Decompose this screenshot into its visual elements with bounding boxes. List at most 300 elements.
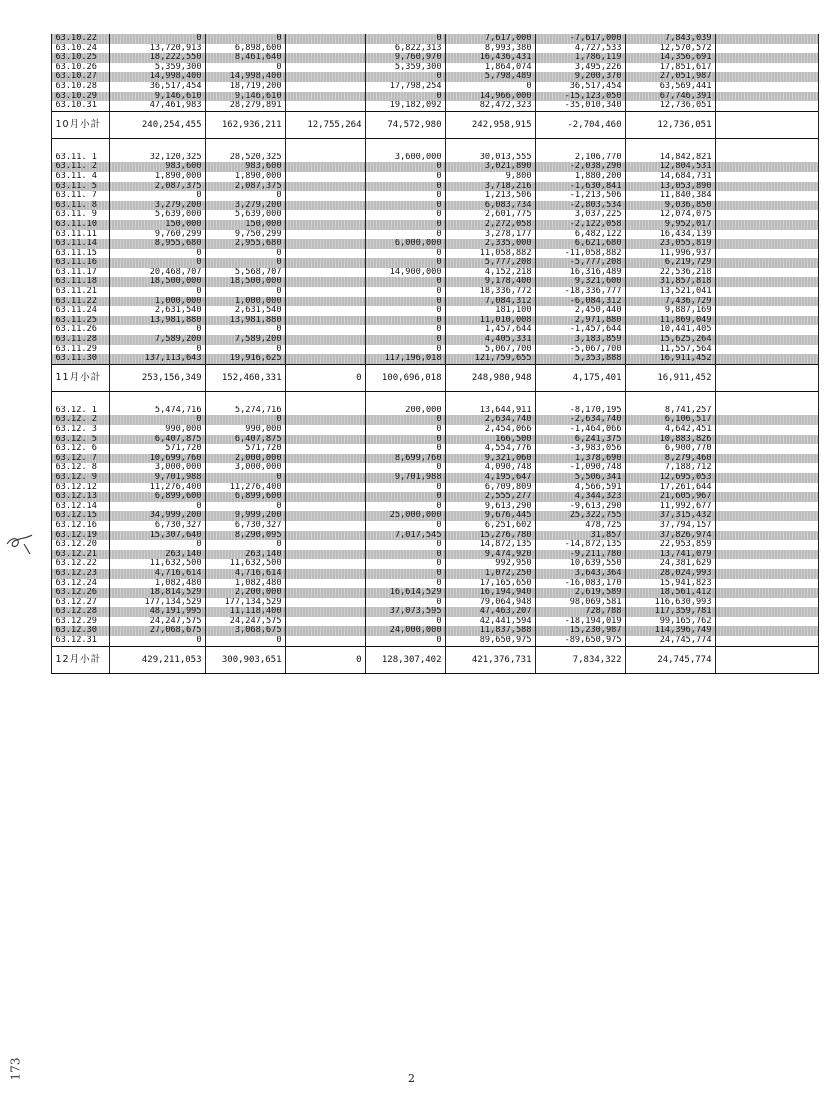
lead-cell — [31, 191, 51, 201]
amount-cell — [285, 172, 365, 182]
amount-cell: 990,000 — [109, 425, 205, 435]
blank-cell — [715, 646, 818, 673]
amount-cell: -9,613,290 — [535, 502, 625, 512]
lead-cell — [31, 44, 51, 54]
lead-cell — [31, 425, 51, 435]
blank-cell — [715, 425, 818, 435]
amount-cell — [285, 335, 365, 345]
amount-cell: 16,436,431 — [445, 53, 535, 63]
amount-cell — [285, 182, 365, 192]
amount-cell: 0 — [205, 345, 285, 355]
amount-cell: 5,274,716 — [205, 406, 285, 416]
lead-cell — [31, 559, 51, 569]
amount-cell: 150,000 — [205, 220, 285, 230]
table-row — [31, 182, 818, 192]
amount-cell: 4,090,748 — [445, 463, 535, 473]
lead-cell — [31, 53, 51, 63]
lead-cell — [31, 297, 51, 307]
lead-cell — [31, 210, 51, 220]
date-cell: 63.11.16 — [51, 258, 109, 268]
amount-cell: 13,720,913 — [109, 44, 205, 54]
amount-cell: -9,211,780 — [535, 550, 625, 560]
blank-cell — [715, 636, 818, 646]
date-cell: 63.11. 8 — [51, 201, 109, 211]
subtotal-cell: 100,696,018 — [365, 364, 445, 391]
amount-cell: 3,495,226 — [535, 63, 625, 73]
amount-cell: 1,213,506 — [445, 191, 535, 201]
spacer-cell — [285, 391, 365, 406]
amount-cell: -2,803,534 — [535, 201, 625, 211]
blank-cell — [715, 531, 818, 541]
amount-cell: 0 — [109, 540, 205, 550]
amount-cell: 2,955,680 — [205, 239, 285, 249]
amount-cell: 31,857,818 — [625, 277, 715, 287]
amount-cell: 4,195,647 — [445, 473, 535, 483]
amount-cell: 9,800 — [445, 172, 535, 182]
amount-cell — [285, 531, 365, 541]
blank-cell — [715, 258, 818, 268]
amount-cell: -11,058,882 — [535, 249, 625, 259]
amount-cell: 0 — [445, 82, 535, 92]
amount-cell: 2,106,770 — [535, 153, 625, 163]
amount-cell: 0 — [365, 306, 445, 316]
amount-cell: 16,614,529 — [365, 588, 445, 598]
ledger-table — [31, 34, 819, 674]
amount-cell: 28,520,325 — [205, 153, 285, 163]
amount-cell: 37,073,595 — [365, 607, 445, 617]
amount-cell: 18,719,200 — [205, 82, 285, 92]
amount-cell: 0 — [365, 210, 445, 220]
blank-cell — [715, 588, 818, 598]
amount-cell: 6,407,875 — [205, 435, 285, 445]
amount-cell: 5,639,000 — [109, 210, 205, 220]
amount-cell: 8,699,760 — [365, 454, 445, 464]
amount-cell: 8,461,640 — [205, 53, 285, 63]
amount-cell: 4,554,776 — [445, 444, 535, 454]
spacer-cell — [51, 138, 109, 153]
amount-cell: 18,222,550 — [109, 53, 205, 63]
amount-cell: 0 — [365, 287, 445, 297]
amount-cell: 67,746,391 — [625, 92, 715, 102]
spacer-cell — [625, 391, 715, 406]
amount-cell: 0 — [365, 444, 445, 454]
blank-cell — [715, 268, 818, 278]
amount-cell — [285, 230, 365, 240]
lead-cell — [31, 138, 51, 153]
amount-cell — [285, 626, 365, 636]
amount-cell: 11,276,400 — [109, 483, 205, 493]
amount-cell: 8,290,095 — [205, 531, 285, 541]
amount-cell: 0 — [365, 636, 445, 646]
amount-cell: 9,474,920 — [445, 550, 535, 560]
amount-cell: 6,482,122 — [535, 230, 625, 240]
ledger-body — [31, 34, 818, 673]
amount-cell — [285, 617, 365, 627]
amount-cell: 9,676,445 — [445, 511, 535, 521]
table-row — [31, 406, 818, 416]
amount-cell: 18,500,000 — [109, 277, 205, 287]
blank-cell — [715, 364, 818, 391]
amount-cell: 0 — [109, 34, 205, 44]
amount-cell: 18,500,000 — [205, 277, 285, 287]
amount-cell: 19,182,092 — [365, 101, 445, 111]
blank-cell — [715, 63, 818, 73]
amount-cell: 18,561,412 — [625, 588, 715, 598]
amount-cell: 3,600,000 — [365, 153, 445, 163]
table-row — [31, 201, 818, 211]
handwritten-mark — [4, 532, 36, 554]
lead-cell — [31, 92, 51, 102]
amount-cell: 2,971,880 — [535, 316, 625, 326]
blank-cell — [715, 617, 818, 627]
blank-cell — [715, 598, 818, 608]
amount-cell — [285, 268, 365, 278]
amount-cell: 9,178,400 — [445, 277, 535, 287]
date-cell: 63.12.15 — [51, 511, 109, 521]
amount-cell: 12,804,531 — [625, 162, 715, 172]
table-row — [31, 502, 818, 512]
amount-cell: 17,261,644 — [625, 483, 715, 493]
lead-cell — [31, 335, 51, 345]
date-cell: 63.12. 6 — [51, 444, 109, 454]
date-cell: 63.10.22 — [51, 34, 109, 44]
amount-cell: -8,170,195 — [535, 406, 625, 416]
amount-cell: 1,864,074 — [445, 63, 535, 73]
date-cell: 63.10.27 — [51, 72, 109, 82]
blank-cell — [715, 325, 818, 335]
subtotal-cell: 16,911,452 — [625, 364, 715, 391]
table-row — [31, 239, 818, 249]
amount-cell: 9,760,970 — [365, 53, 445, 63]
amount-cell: 10,699,760 — [109, 454, 205, 464]
amount-cell — [285, 354, 365, 364]
spacer-cell — [535, 391, 625, 406]
subtotal-cell: 162,936,211 — [205, 111, 285, 138]
amount-cell: 0 — [205, 287, 285, 297]
amount-cell: -89,650,975 — [535, 636, 625, 646]
amount-cell: 1,786,119 — [535, 53, 625, 63]
amount-cell: 1,082,480 — [109, 579, 205, 589]
amount-cell: 0 — [365, 598, 445, 608]
amount-cell: 9,750,299 — [205, 230, 285, 240]
amount-cell: 28,024,993 — [625, 569, 715, 579]
amount-cell: 7,017,545 — [365, 531, 445, 541]
amount-cell: 30,013,555 — [445, 153, 535, 163]
amount-cell: 24,745,774 — [625, 636, 715, 646]
amount-cell: 2,601,775 — [445, 210, 535, 220]
amount-cell: 2,631,540 — [205, 306, 285, 316]
table-row — [31, 92, 818, 102]
blank-cell — [715, 354, 818, 364]
amount-cell: 4,344,323 — [535, 492, 625, 502]
amount-cell: 2,000,000 — [205, 454, 285, 464]
amount-cell: 6,251,602 — [445, 521, 535, 531]
amount-cell: 5,777,208 — [445, 258, 535, 268]
lead-cell — [31, 249, 51, 259]
amount-cell: 11,276,400 — [205, 483, 285, 493]
amount-cell: 0 — [205, 249, 285, 259]
amount-cell: 13,521,041 — [625, 287, 715, 297]
table-row — [31, 230, 818, 240]
amount-cell — [285, 579, 365, 589]
amount-cell: 1,000,000 — [205, 297, 285, 307]
amount-cell: 0 — [205, 415, 285, 425]
amount-cell: 0 — [365, 335, 445, 345]
lead-cell — [31, 444, 51, 454]
amount-cell: 0 — [365, 550, 445, 560]
amount-cell — [285, 444, 365, 454]
amount-cell: 14,684,731 — [625, 172, 715, 182]
subtotal-cell: -2,704,460 — [535, 111, 625, 138]
subtotal-cell: 24,745,774 — [625, 646, 715, 673]
amount-cell: 9,999,200 — [205, 511, 285, 521]
amount-cell: 31,857 — [535, 531, 625, 541]
date-cell: 63.11.18 — [51, 277, 109, 287]
blank-cell — [715, 335, 818, 345]
amount-cell: 15,625,264 — [625, 335, 715, 345]
lead-cell — [31, 435, 51, 445]
amount-cell: 0 — [205, 191, 285, 201]
lead-cell — [31, 287, 51, 297]
amount-cell — [285, 511, 365, 521]
amount-cell: 5,353,888 — [535, 354, 625, 364]
table-row — [31, 540, 818, 550]
amount-cell: 7,617,000 — [445, 34, 535, 44]
date-cell: 63.11.26 — [51, 325, 109, 335]
amount-cell — [285, 220, 365, 230]
amount-cell — [285, 492, 365, 502]
lead-cell — [31, 354, 51, 364]
table-row — [31, 511, 818, 521]
table-row — [31, 63, 818, 73]
table-row — [31, 153, 818, 163]
table-row — [31, 335, 818, 345]
spacer-cell — [285, 138, 365, 153]
table-row — [31, 531, 818, 541]
amount-cell: 571,720 — [109, 444, 205, 454]
amount-cell: -35,010,340 — [535, 101, 625, 111]
amount-cell — [285, 201, 365, 211]
date-cell: 63.11. 2 — [51, 162, 109, 172]
amount-cell: 12,695,053 — [625, 473, 715, 483]
amount-cell — [285, 258, 365, 268]
amount-cell: 2,272,058 — [445, 220, 535, 230]
amount-cell: 11,632,500 — [109, 559, 205, 569]
table-row — [31, 636, 818, 646]
spacer-cell — [445, 138, 535, 153]
date-cell: 63.11.14 — [51, 239, 109, 249]
amount-cell: 9,200,370 — [535, 72, 625, 82]
amount-cell: -3,983,056 — [535, 444, 625, 454]
table-row — [31, 72, 818, 82]
amount-cell: 0 — [205, 34, 285, 44]
lead-cell — [31, 521, 51, 531]
amount-cell: 9,613,290 — [445, 502, 535, 512]
page-number: 2 — [408, 1072, 415, 1085]
table-row — [31, 101, 818, 111]
lead-cell — [31, 588, 51, 598]
amount-cell — [285, 287, 365, 297]
lead-cell — [31, 258, 51, 268]
table-row — [31, 325, 818, 335]
table-row — [31, 588, 818, 598]
amount-cell: 34,999,200 — [109, 511, 205, 521]
amount-cell — [285, 316, 365, 326]
table-row — [31, 550, 818, 560]
amount-cell: 0 — [205, 636, 285, 646]
blank-cell — [715, 287, 818, 297]
amount-cell: 0 — [365, 521, 445, 531]
amount-cell: 0 — [205, 258, 285, 268]
amount-cell: 4,716,614 — [205, 569, 285, 579]
lead-cell — [31, 626, 51, 636]
table-row — [31, 492, 818, 502]
amount-cell: 14,998,400 — [109, 72, 205, 82]
blank-cell — [715, 415, 818, 425]
amount-cell: -18,194,019 — [535, 617, 625, 627]
amount-cell: 1,457,644 — [445, 325, 535, 335]
blank-cell — [715, 111, 818, 138]
amount-cell — [285, 239, 365, 249]
lead-cell — [31, 306, 51, 316]
amount-cell: 3,278,177 — [445, 230, 535, 240]
amount-cell: 2,087,375 — [205, 182, 285, 192]
lead-cell — [31, 316, 51, 326]
subtotal-row — [31, 646, 818, 673]
amount-cell: 0 — [365, 325, 445, 335]
amount-cell: 6,083,734 — [445, 201, 535, 211]
lead-cell — [31, 463, 51, 473]
blank-cell — [715, 34, 818, 44]
amount-cell: 6,219,729 — [625, 258, 715, 268]
amount-cell: 2,555,277 — [445, 492, 535, 502]
lead-cell — [31, 636, 51, 646]
amount-cell: -1,213,506 — [535, 191, 625, 201]
spacer-row — [31, 138, 818, 153]
blank-cell — [715, 182, 818, 192]
amount-cell — [285, 72, 365, 82]
blank-cell — [715, 550, 818, 560]
amount-cell: 117,196,018 — [365, 354, 445, 364]
amount-cell: 0 — [205, 502, 285, 512]
lead-cell — [31, 172, 51, 182]
amount-cell: 0 — [365, 345, 445, 355]
amount-cell — [285, 540, 365, 550]
amount-cell: 5,474,716 — [109, 406, 205, 416]
amount-cell: 6,822,313 — [365, 44, 445, 54]
amount-cell: -2,038,290 — [535, 162, 625, 172]
amount-cell: 10,441,405 — [625, 325, 715, 335]
amount-cell: 47,461,983 — [109, 101, 205, 111]
date-cell: 63.10.31 — [51, 101, 109, 111]
amount-cell: 3,718,216 — [445, 182, 535, 192]
date-cell: 63.11.11 — [51, 230, 109, 240]
lead-cell — [31, 101, 51, 111]
amount-cell: 0 — [365, 162, 445, 172]
amount-cell: 4,727,533 — [535, 44, 625, 54]
blank-cell — [715, 502, 818, 512]
amount-cell: 7,188,712 — [625, 463, 715, 473]
amount-cell: 6,899,600 — [109, 492, 205, 502]
amount-cell — [285, 44, 365, 54]
lead-cell — [31, 111, 51, 138]
amount-cell — [285, 210, 365, 220]
amount-cell: 15,230,987 — [535, 626, 625, 636]
amount-cell: 0 — [365, 435, 445, 445]
amount-cell: 7,589,200 — [205, 335, 285, 345]
blank-cell — [715, 297, 818, 307]
date-cell: 63.12.22 — [51, 559, 109, 569]
date-cell: 63.12.28 — [51, 607, 109, 617]
amount-cell: 4,152,218 — [445, 268, 535, 278]
subtotal-cell: 152,460,331 — [205, 364, 285, 391]
table-row — [31, 53, 818, 63]
amount-cell: 2,454,066 — [445, 425, 535, 435]
amount-cell: -5,777,208 — [535, 258, 625, 268]
amount-cell: 4,642,451 — [625, 425, 715, 435]
amount-cell: 0 — [365, 425, 445, 435]
amount-cell: 1,000,000 — [109, 297, 205, 307]
blank-cell — [715, 492, 818, 502]
amount-cell: 200,000 — [365, 406, 445, 416]
blank-cell — [715, 444, 818, 454]
amount-cell: 8,741,257 — [625, 406, 715, 416]
amount-cell: 9,146,610 — [205, 92, 285, 102]
table-row — [31, 277, 818, 287]
amount-cell: 6,000,000 — [365, 239, 445, 249]
lead-cell — [31, 511, 51, 521]
table-row — [31, 287, 818, 297]
amount-cell: 5,568,707 — [205, 268, 285, 278]
subtotal-row — [31, 111, 818, 138]
table-row — [31, 297, 818, 307]
amount-cell: 177,134,529 — [109, 598, 205, 608]
amount-cell: 3,068,675 — [205, 626, 285, 636]
amount-cell: 16,316,489 — [535, 268, 625, 278]
amount-cell: 1,890,000 — [205, 172, 285, 182]
amount-cell: -6,084,312 — [535, 297, 625, 307]
table-row — [31, 258, 818, 268]
amount-cell: 19,916,625 — [205, 354, 285, 364]
amount-cell: 6,899,600 — [205, 492, 285, 502]
lead-cell — [31, 345, 51, 355]
amount-cell: 0 — [109, 345, 205, 355]
table-row — [31, 249, 818, 259]
lead-cell — [31, 454, 51, 464]
table-row — [31, 607, 818, 617]
amount-cell: 263,140 — [205, 550, 285, 560]
amount-cell: 0 — [365, 201, 445, 211]
table-row — [31, 82, 818, 92]
amount-cell: 11,996,937 — [625, 249, 715, 259]
amount-cell — [285, 454, 365, 464]
amount-cell: 14,842,821 — [625, 153, 715, 163]
date-cell: 63.12. 2 — [51, 415, 109, 425]
amount-cell: 24,000,000 — [365, 626, 445, 636]
amount-cell: 0 — [365, 463, 445, 473]
table-row — [31, 306, 818, 316]
table-row — [31, 521, 818, 531]
lead-cell — [31, 415, 51, 425]
amount-cell: 11,058,882 — [445, 249, 535, 259]
lead-cell — [31, 473, 51, 483]
amount-cell — [285, 34, 365, 44]
blank-cell — [715, 101, 818, 111]
blank-cell — [715, 463, 818, 473]
amount-cell: 177,134,529 — [205, 598, 285, 608]
blank-cell — [715, 483, 818, 493]
amount-cell: 14,872,135 — [445, 540, 535, 550]
